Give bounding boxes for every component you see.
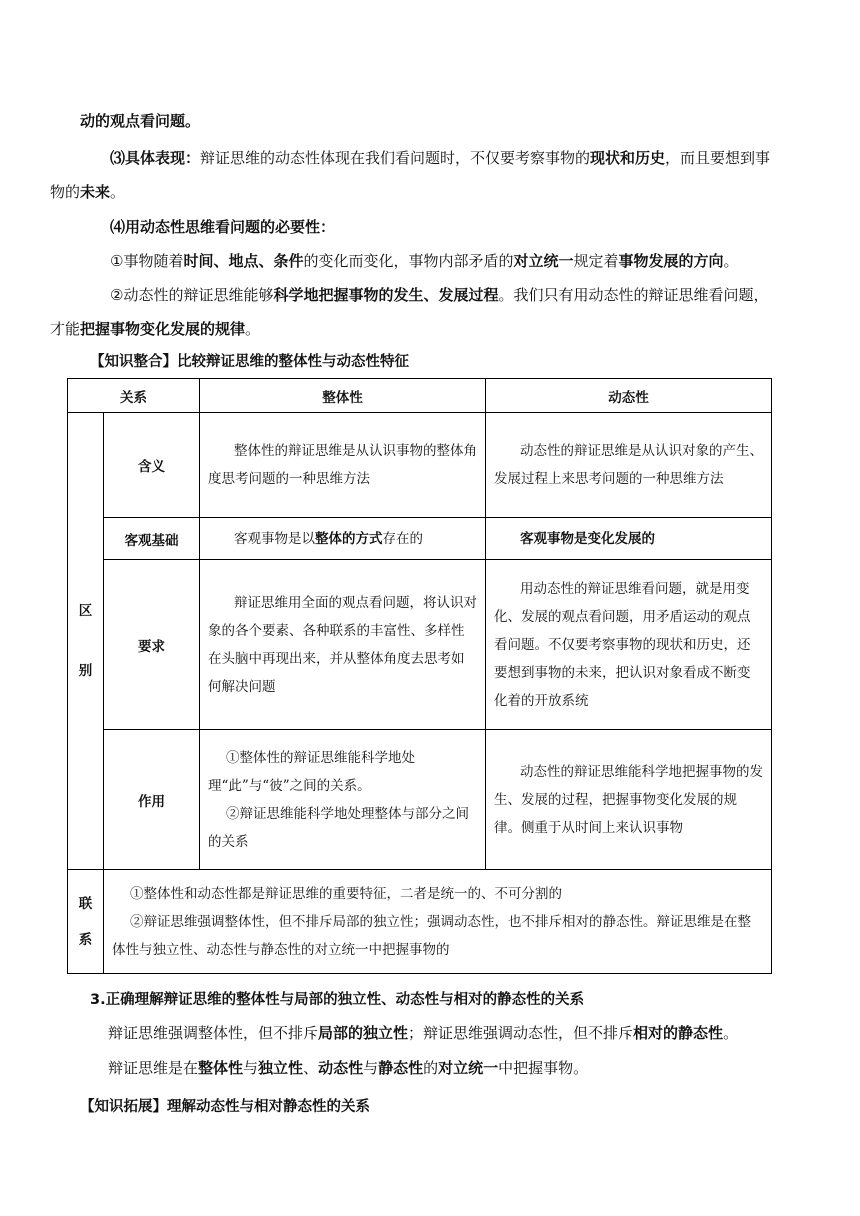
expand-title: 【知识拓展】理解动态性与相对静态性的关系 [80, 1099, 370, 1115]
row-category: 作用 [104, 730, 200, 870]
row-category: 含义 [104, 413, 200, 518]
section3-line-1: 辩证思维强调整体性，但不排斥局部的独立性；辩证思维强调动态性，但不排斥相对的静态性。 [108, 1024, 739, 1042]
row-category: 客观基础 [104, 518, 200, 560]
link-cell: ①整体性和动态性都是辩证思维的重要特征，二者是统一的、不可分割的 ②辩证思维强调整体性，但不排斥局部的独立性；强调动态性，也不排斥相对的静态性。辩证思维是在整体性与独立性、动态性与静态性的对立统一中把握事物的 [104, 870, 772, 974]
section3-line-2: 辩证思维是在整体性与独立性、动态性与静态性的对立统一中把握事物。 [108, 1059, 589, 1077]
row-category: 要求 [104, 560, 200, 730]
dynamic-cell: 动态性的辩证思维能科学地把握事物的发生、发展的过程，把握事物变化发展的规律。侧重于从时间上来认识事物 [486, 730, 772, 870]
integration-title: 【知识整合】比较辩证思维的整体性与动态性特征 [90, 354, 409, 370]
concrete-performance-paragraph: ⑶具体表现：辩证思维的动态性体现在我们看问题时，不仅要考察事物的现状和历史，而且要想到事 物的未来。 [50, 149, 771, 201]
necessity-heading: ⑷用动态性思维看问题的必要性： [110, 218, 336, 236]
necessity-item-1: ①事物随着时间、地点、条件的变化而变化，事物内部矛盾的对立统一规定着事物发展的方向。 [110, 252, 739, 270]
table-row [68, 730, 772, 870]
whole-cell: 客观事物是以整体的方式存在的 [200, 518, 486, 560]
dynamic-cell: 用动态性的辩证思维看问题，就是用变化、发展的观点看问题，用矛盾运动的观点看问题。不仅要考察事物的现状和历史，还要想到事物的未来，把认识对象看成不断变化着的开放系统 [486, 560, 772, 730]
table-row [68, 518, 772, 560]
necessity-item-2: ②动态性的辩证思维能够科学地把握事物的发生、发展过程。我们只有用动态性的辩证思维看问题， 才能把握事物变化发展的规律。 [50, 286, 769, 338]
dynamic-cell: 动态性的辩证思维是从认识对象的产生、发展过程上来思考问题的一种思维方法 [486, 413, 772, 518]
whole-cell: ①整体性的辩证思维能科学地处理“此”与“彼”之间的关系。 ②辩证思维能科学地处理整体与部分之间的关系 [200, 730, 486, 870]
table-row [68, 870, 772, 974]
header-dynamic: 动态性 [486, 379, 772, 413]
difference-label: 区 别 [68, 413, 104, 870]
whole-cell: 整体性的辩证思维是从认识事物的整体角度思考问题的一种思维方法 [200, 413, 486, 518]
whole-cell: 辩证思维用全面的观点看问题，将认识对象的各个要素、各种联系的丰富性、多样性在头脑中再现出来，并从整体角度去思考如何解决问题 [200, 560, 486, 730]
table-row [68, 413, 772, 518]
table-header-row [68, 379, 772, 413]
table-row [68, 560, 772, 730]
section3-title: 3.正确理解辩证思维的整体性与局部的独立性、动态性与相对的静态性的关系 [90, 992, 585, 1008]
header-whole: 整体性 [200, 379, 486, 413]
link-label: 联 系 [68, 870, 104, 974]
intro-line: 动的观点看问题。 [80, 112, 201, 130]
header-relation: 关系 [68, 379, 200, 413]
comparison-table [67, 378, 772, 974]
dynamic-cell: 客观事物是变化发展的 [486, 518, 772, 560]
